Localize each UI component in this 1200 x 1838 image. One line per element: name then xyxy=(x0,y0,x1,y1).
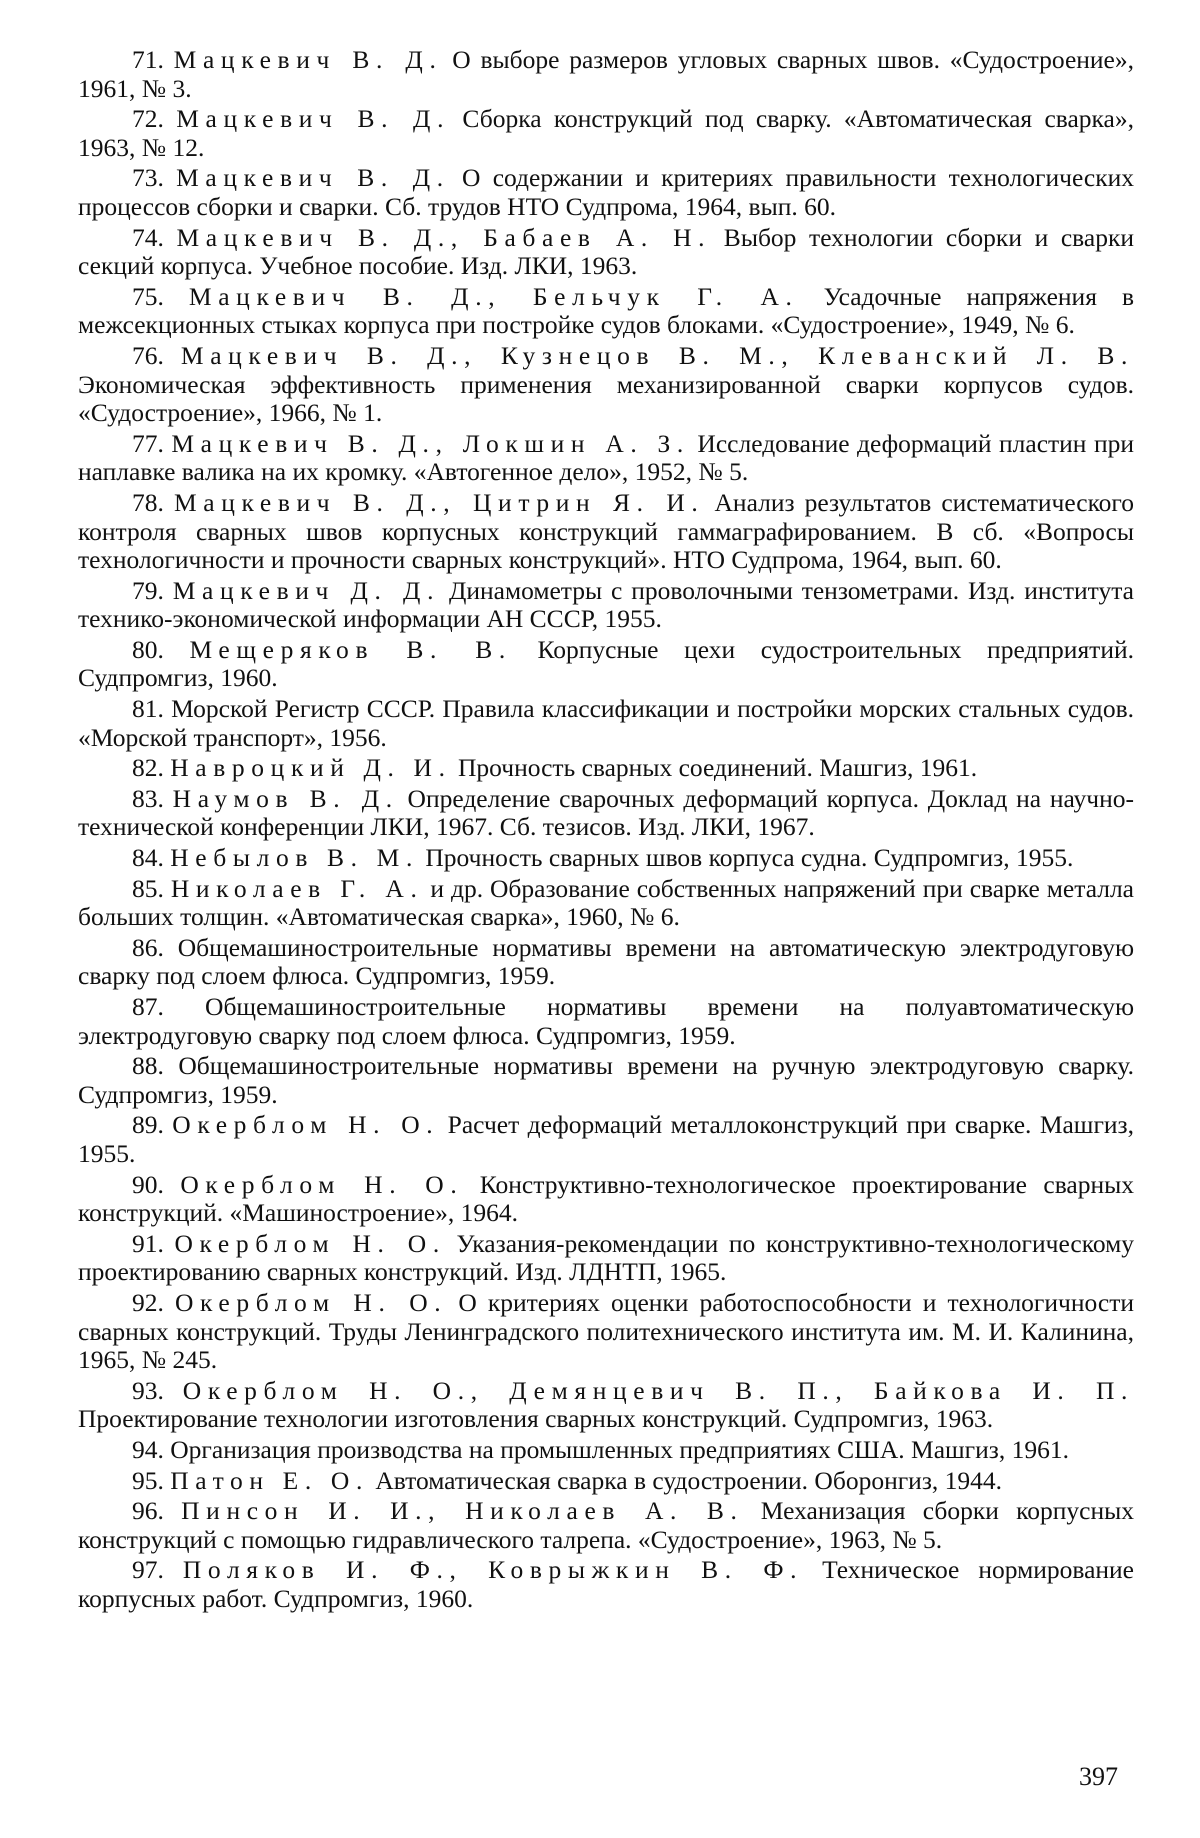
entry-number: 79. xyxy=(132,575,164,605)
bibliography-entry xyxy=(78,695,1134,752)
entry-number: 96. xyxy=(132,1496,164,1526)
bibliography-entry xyxy=(78,1377,1134,1434)
entry-text: Общемашиностроительные нормативы времени на полуавтоматическую электродуговую сварку под слоем флюса. Судпромгиз, 1959. xyxy=(78,992,1134,1050)
entry-text: Анализ результатов систематического контроля сварных швов корпусных конструкций гаммаграфированием. В сб. «Вопросы технологичности и прочности сварных конструкций». НТО Судпрома, 1964, вып. 60. xyxy=(78,487,1135,575)
entry-text: Морской Регистр СССР. Правила классификации и постройки морских стальных судов. «Морской транспорт», 1956. xyxy=(78,694,1135,752)
entry-number: 84. xyxy=(132,843,164,873)
entry-text: Указания-рекомендации по конструктивно-технологическому проектированию сварных конструкций. Изд. ЛДНТП, 1965. xyxy=(78,1228,1134,1287)
entry-text: Расчет деформаций металлоконструкций при сварке. Машгиз, 1955. xyxy=(78,1110,1134,1168)
entry-number: 75. xyxy=(132,281,164,311)
entry-author: Небылов В. М. xyxy=(170,843,419,873)
entry-text: Автоматическая сварка в судостроении. Оборонгиз, 1944. xyxy=(368,1465,1003,1495)
entry-text: Усадочные напряжения в межсекционных стыках корпуса при постройке судов блоками. «Судостроение», 1949, № 6. xyxy=(78,281,1135,340)
entry-author: Николаев Г. А. xyxy=(170,873,424,903)
page-number: 397 xyxy=(1079,1762,1118,1791)
entry-text: Корпусные цехи судостроительных предприятий. Судпромгиз, 1960. xyxy=(78,634,1134,693)
entry-number: 82. xyxy=(132,753,164,783)
entry-number: 92. xyxy=(132,1287,164,1317)
entry-text: Исследование деформаций пластин при наплавке валика на их кромку. «Автогенное дело», 1952, № 5. xyxy=(78,428,1134,487)
entry-number: 71. xyxy=(132,45,164,74)
bibliography-entry xyxy=(78,164,1134,221)
entry-author: Мацкевич В. Д., Цитрин Я. И. xyxy=(173,487,705,517)
bibliography-entry xyxy=(78,1289,1134,1375)
entry-text: Механизация сборки корпусных конструкций с помощью гидравлического талрепа. «Судостроение», 1963, № 5. xyxy=(78,1496,1135,1554)
entry-author: Мацкевич В. Д., Кузнецов В. М., Клеванский Л. В. xyxy=(180,340,1134,370)
entry-text: Экономическая эффективность применения механизированной сварки корпусов судов. «Судостроение», 1966, № 1. xyxy=(78,369,1134,428)
entry-text: Организация производства на промышленных предприятиях США. Машгиз, 1961. xyxy=(170,1434,1069,1464)
entry-number: 95. xyxy=(132,1465,164,1495)
entry-author: Навроцкий Д. И. xyxy=(170,753,452,783)
entry-text: Прочность сварных швов корпуса судна. Судпромгиз, 1955. xyxy=(418,843,1074,873)
entry-number: 86. xyxy=(132,932,164,962)
entry-text: Проектирование технологии изготовления сварных конструкций. Судпромгиз, 1963. xyxy=(78,1404,994,1434)
entry-author: Мацкевич В. Д., Бабаев А. Н. xyxy=(176,222,712,252)
entry-number: 83. xyxy=(132,783,164,813)
entry-text: Динамометры с проволочными тензометрами. Изд. института технико-экономической информации АН СССР, 1955. xyxy=(78,575,1134,634)
entry-number: 91. xyxy=(132,1228,164,1258)
entry-number: 90. xyxy=(132,1169,164,1199)
entry-number: 80. xyxy=(132,634,164,664)
bibliography-entry xyxy=(78,1230,1134,1287)
bibliography-entry xyxy=(78,754,1134,783)
bibliography-entry xyxy=(78,1111,1134,1168)
entry-text: Определение сварочных деформаций корпуса. Доклад на научно-технической конференции ЛКИ, 1967. Сб. тезисов. Изд. ЛКИ, 1967. xyxy=(78,783,1134,842)
entry-author: Окерблом Н. О. xyxy=(172,1110,440,1140)
entry-author: Окерблом Н. О. xyxy=(174,1287,448,1317)
entry-number: 85. xyxy=(132,873,164,903)
entry-number: 77. xyxy=(132,428,164,458)
bibliography-entry xyxy=(78,1467,1134,1496)
bibliography-entry xyxy=(78,105,1134,162)
entry-number: 87. xyxy=(132,992,164,1021)
entry-text: О критериях оценки работоспособности и технологичности сварных конструкций. Труды Ленинградского политехнического института им. М. И. Калинина, 1965, № 245. xyxy=(78,1287,1135,1375)
entry-author: Окерблом Н. О., Демянцевич В. П., Байкова И. П. xyxy=(182,1375,1134,1405)
entry-text: Техническое нормирование корпусных работ. Судпромгиз, 1960. xyxy=(78,1555,1134,1613)
bibliography-entry xyxy=(78,993,1134,1050)
bibliography-entry xyxy=(78,430,1134,487)
bibliography-entry xyxy=(78,785,1134,842)
bibliography-entry xyxy=(78,1436,1134,1465)
entry-author: Мацкевич В. Д. xyxy=(176,163,450,193)
bibliography-entry xyxy=(78,1497,1134,1554)
entry-number: 97. xyxy=(132,1555,164,1585)
bibliography-entry xyxy=(78,1171,1134,1228)
entry-author: Мещеряков В. В. xyxy=(189,634,512,664)
bibliography-entry xyxy=(78,577,1134,634)
bibliography-list xyxy=(78,46,1134,1615)
entry-number: 89. xyxy=(132,1110,164,1140)
entry-number: 72. xyxy=(132,104,164,134)
entry-author: Мацкевич В. Д., Бельчук Г. А. xyxy=(188,281,799,311)
entry-text: и др. Образование собственных напряжений при сварке металла больших толщин. «Автоматическая сварка», 1960, № 6. xyxy=(78,873,1135,932)
entry-author: Мацкевич В. Д. xyxy=(176,104,451,134)
entry-number: 73. xyxy=(132,163,164,193)
entry-number: 81. xyxy=(132,694,164,724)
entry-author: Мацкевич В. Д., Локшин А. З. xyxy=(171,428,690,458)
entry-author: Окерблом Н. О. xyxy=(174,1228,446,1258)
entry-number: 88. xyxy=(132,1051,164,1081)
entry-author: Мацкевич Д. Д. xyxy=(172,575,441,605)
bibliography-entry xyxy=(78,224,1134,281)
entry-text: О выборе размеров угловых сварных швов. «Судостроение», 1961, № 3. xyxy=(78,45,1134,103)
entry-author: Мацкевич В. Д. xyxy=(173,45,443,74)
entry-author: Окерблом Н. О. xyxy=(180,1169,464,1199)
entry-author: Патон Е. О. xyxy=(170,1465,369,1495)
entry-text: Сборка конструкций под сварку. «Автоматическая сварка», 1963, № 12. xyxy=(78,104,1135,162)
bibliography-entry xyxy=(78,844,1134,873)
bibliography-entry xyxy=(78,934,1134,991)
entry-text: Прочность сварных соединений. Машгиз, 1961. xyxy=(451,753,978,783)
entry-number: 94. xyxy=(132,1434,164,1464)
bibliography-entry xyxy=(78,342,1134,428)
entry-author: Наумов В. Д. xyxy=(172,783,399,813)
entry-author: Пинсон И. И., Николаев А. В. xyxy=(181,1496,744,1526)
bibliography-entry xyxy=(78,875,1134,932)
bibliography-entry xyxy=(78,636,1134,693)
entry-number: 78. xyxy=(132,487,164,517)
bibliography-entry xyxy=(78,1052,1134,1109)
entry-text: Общемашиностроительные нормативы времени на автоматическую электродуговую сварку под слоем флюса. Судпромгиз, 1959. xyxy=(78,932,1135,991)
entry-text: Конструктивно-технологическое проектирование сварных конструкций. «Машиностроение», 1964. xyxy=(78,1169,1134,1228)
entry-number: 74. xyxy=(132,222,164,252)
bibliography-entry xyxy=(78,46,1134,103)
entry-number: 93. xyxy=(132,1375,164,1405)
entry-text: О содержании и критериях правильности технологических процессов сборки и сварки. Сб. трудов НТО Судпрома, 1964, вып. 60. xyxy=(78,163,1135,221)
bibliography-entry xyxy=(78,1556,1134,1613)
entry-text: Общемашиностроительные нормативы времени на ручную электродуговую сварку. Судпромгиз, 1959. xyxy=(78,1051,1134,1109)
bibliography-entry xyxy=(78,489,1134,575)
entry-text: Выбор технологии сборки и сварки секций корпуса. Учебное пособие. Изд. ЛКИ, 1963. xyxy=(78,222,1134,281)
entry-number: 76. xyxy=(132,340,164,370)
bibliography-entry xyxy=(78,283,1134,340)
entry-author: Поляков И. Ф., Коврыжкин В. Ф. xyxy=(182,1555,804,1585)
